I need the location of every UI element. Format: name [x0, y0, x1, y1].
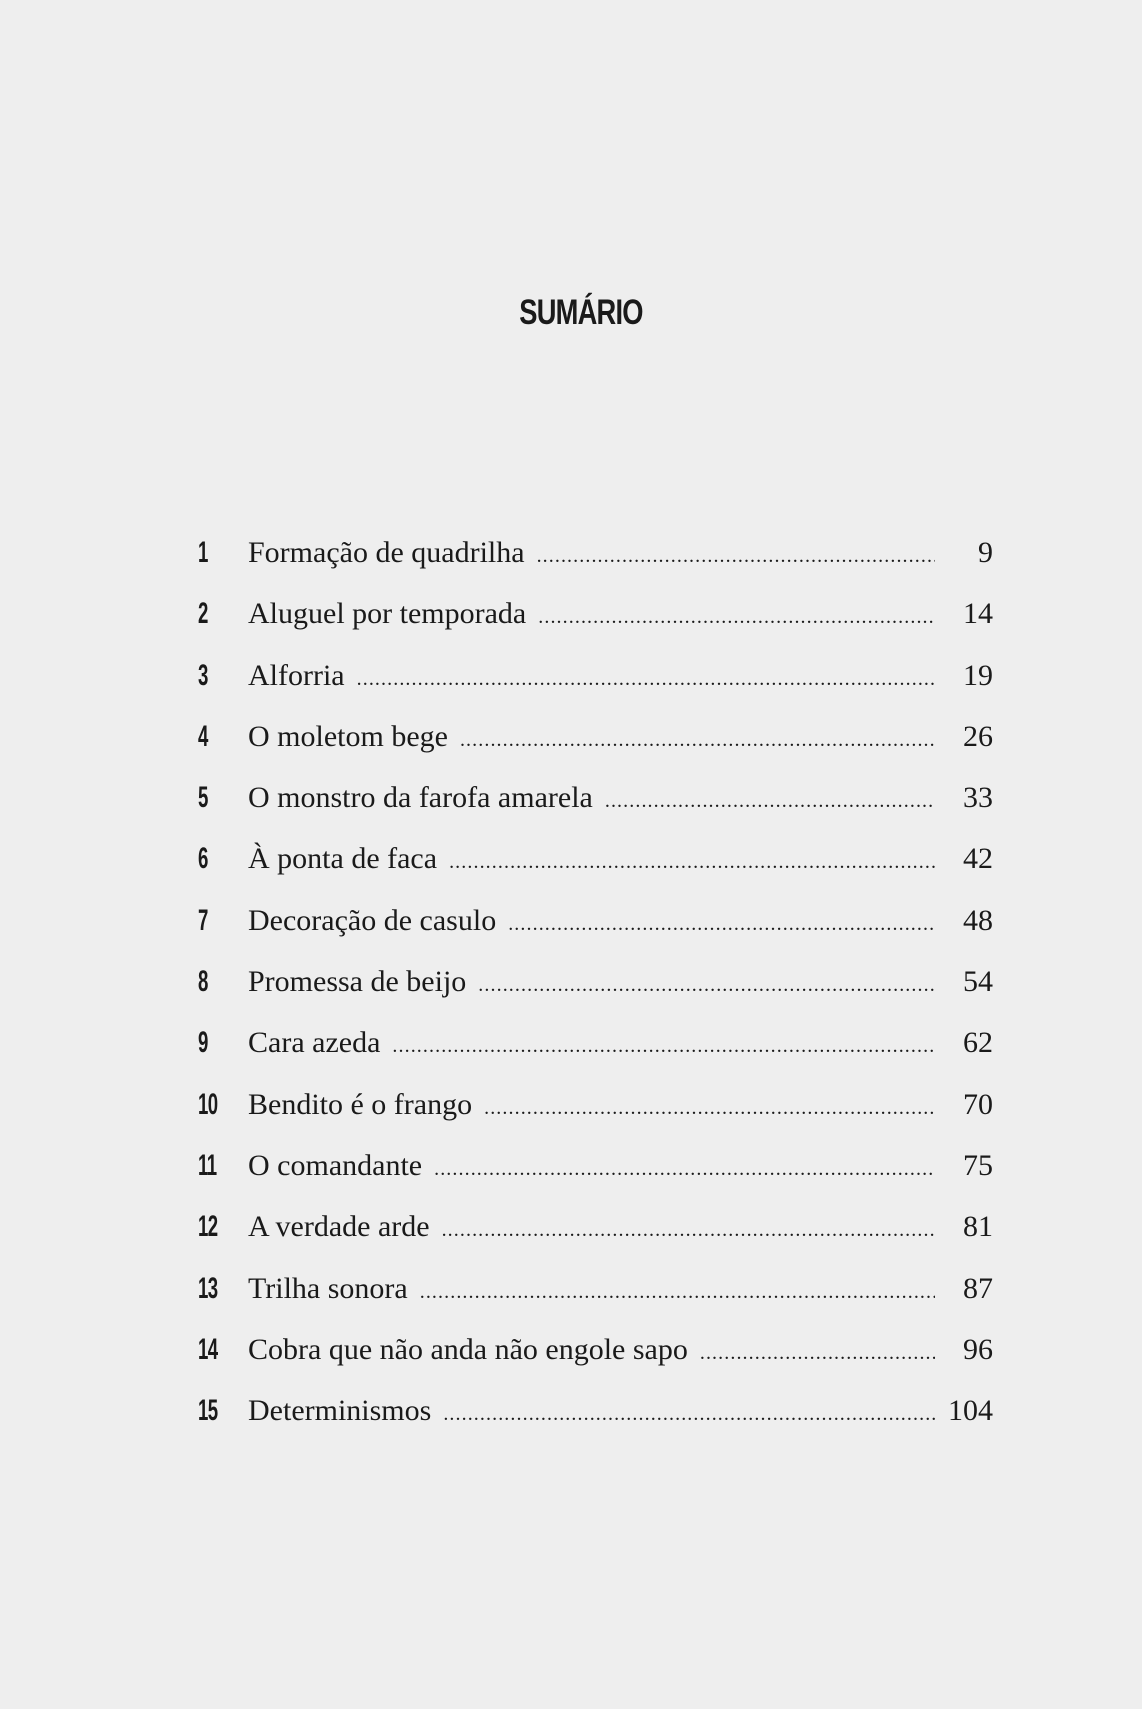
- chapter-number: 2: [198, 597, 208, 631]
- chapter-number: 9: [198, 1026, 208, 1060]
- chapter-title: O moletom bege: [248, 719, 448, 753]
- dot-leader: [420, 1273, 935, 1311]
- toc-entry[interactable]: [0, 967, 1142, 1028]
- page-number: 62: [963, 1026, 993, 1060]
- chapter-title: Cobra que não anda não engole sapo: [248, 1332, 688, 1366]
- toc-entry[interactable]: [0, 719, 1142, 783]
- page-number: 54: [963, 965, 993, 999]
- chapter-number: 12: [198, 1210, 218, 1244]
- chapter-number: 13: [198, 1271, 218, 1305]
- chapter-title: À ponta de faca: [248, 842, 438, 876]
- chapter-title: Formação de quadrilha: [248, 536, 525, 569]
- page-title: SUMÁRIO: [519, 293, 643, 333]
- page-number: 48: [963, 903, 993, 937]
- page-number: 81: [963, 1210, 993, 1244]
- page-number: 75: [963, 1148, 993, 1182]
- dot-leader: [700, 1334, 935, 1372]
- dot-leader: [449, 843, 935, 881]
- chapter-number: 7: [198, 903, 208, 937]
- toc-entry[interactable]: [0, 1396, 1142, 1457]
- dot-leader: [443, 1395, 935, 1433]
- page-number: 70: [963, 1087, 993, 1121]
- dot-leader: [478, 966, 935, 1004]
- chapter-number: 1: [198, 536, 208, 569]
- toc-entry[interactable]: [0, 658, 1142, 722]
- toc-entry[interactable]: [0, 1087, 1142, 1151]
- toc-entry[interactable]: [0, 1271, 1142, 1335]
- chapter-number: 15: [198, 1394, 218, 1428]
- page-number: 87: [963, 1271, 993, 1305]
- chapter-number: 6: [198, 842, 208, 876]
- dot-leader: [605, 782, 935, 820]
- page-number: 9: [978, 536, 993, 569]
- chapter-title: A verdade arde: [248, 1210, 430, 1244]
- chapter-title: Determinismos: [248, 1394, 432, 1428]
- dot-leader: [508, 905, 935, 943]
- toc-entry[interactable]: [0, 538, 1142, 599]
- dot-leader: [537, 537, 935, 575]
- chapter-number: 10: [198, 1087, 218, 1121]
- chapter-number: 8: [198, 965, 208, 999]
- dot-leader: [460, 721, 935, 759]
- chapter-title: Aluguel por temporada: [248, 597, 527, 631]
- chapter-title: O monstro da farofa amarela: [248, 781, 593, 815]
- dot-leader: [434, 1150, 935, 1188]
- chapter-number: 4: [198, 719, 208, 753]
- page-number: 26: [963, 719, 993, 753]
- page-number: 104: [948, 1394, 993, 1428]
- toc-entry[interactable]: [0, 783, 1142, 844]
- dot-leader: [442, 1211, 935, 1249]
- dot-leader: [538, 598, 935, 636]
- toc-entry[interactable]: [0, 1028, 1142, 1089]
- page-number: 19: [963, 658, 993, 692]
- chapter-number: 11: [198, 1148, 217, 1182]
- chapter-title: Cara azeda: [248, 1026, 381, 1060]
- chapter-title: Alforria: [248, 658, 345, 692]
- toc-entry[interactable]: [0, 1212, 1142, 1273]
- page-number: 33: [963, 781, 993, 815]
- toc-entry[interactable]: [0, 599, 1142, 660]
- page-number: 96: [963, 1332, 993, 1366]
- chapter-number: 3: [198, 658, 208, 692]
- table-of-contents: [0, 538, 1142, 1457]
- page-number: 42: [963, 842, 993, 876]
- dot-leader: [484, 1089, 935, 1127]
- chapter-number: 14: [198, 1332, 218, 1366]
- chapter-title: Promessa de beijo: [248, 965, 467, 999]
- chapter-number: 5: [198, 781, 208, 815]
- toc-entry[interactable]: [0, 903, 1142, 967]
- chapter-title: O comandante: [248, 1148, 423, 1182]
- page-number: 14: [963, 597, 993, 631]
- toc-entry[interactable]: [0, 1148, 1142, 1212]
- chapter-title: Trilha sonora: [248, 1271, 408, 1305]
- toc-entry[interactable]: [0, 1332, 1142, 1396]
- chapter-title: Decoração de casulo: [248, 903, 497, 937]
- chapter-title: Bendito é o frango: [248, 1087, 473, 1121]
- toc-entry[interactable]: [0, 844, 1142, 905]
- dot-leader: [392, 1027, 935, 1065]
- dot-leader: [357, 660, 935, 698]
